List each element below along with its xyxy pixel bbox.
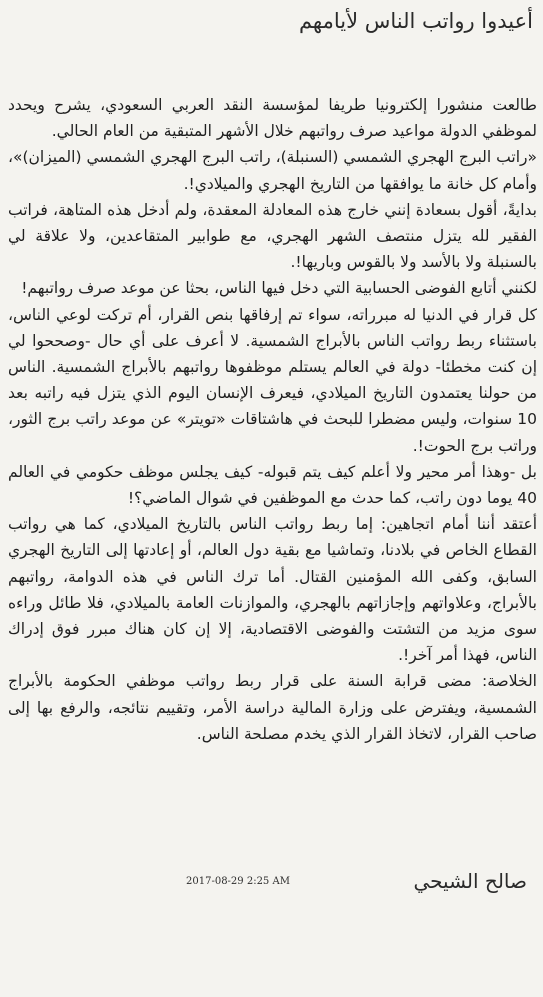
- article-paragraph: الخلاصة: مضى قرابة السنة على قرار ربط رواتب موظفي الحكومة بالأبراج الشمسية، ويفترض على وزارة المالية دراسة الأمر، وتقييم نتائجه، والرفع بها إلى صاحب القرار، لاتخاذ القرار الذي يخدم مصلحة الناس.: [8, 672, 537, 743]
- publish-timestamp: 2017-08-29 2:25 AM: [186, 876, 290, 887]
- signature-row: [10, 866, 533, 902]
- page-bottom-margin: [0, 902, 543, 997]
- article-paragraph: «راتب البرج الهجري الشمسي (السنبلة)، راتب البرج الهجري الشمسي (الميزان)»، وأمام كل خانة ما يوافقها من التاريخ الهجري والميلادي!.: [8, 148, 537, 193]
- article-paragraph: طالعت منشورا إلكترونيا طريفا لمؤسسة النقد العربي السعودي، يشرح ويحدد لموظفي الدولة مواعيد صرف رواتبهم خلال الأشهر المتبقية من العام الحالي.: [8, 96, 537, 141]
- article-paragraph: بل -وهذا أمر محير ولا أعلم كيف يتم قبوله- كيف يجلس موظف حكومي في العالم 40 يوما دون راتب، كما حدث مع الموظفين في شوال الماضي؟!: [8, 462, 537, 508]
- article-title: أعيدوا رواتب الناس لأيامهم: [298, 9, 533, 33]
- article-paragraph: لكنني أتابع الفوضى الحسابية التي دخل فيها الناس، بحثا عن موعد صرف رواتبهم!: [21, 279, 537, 298]
- article-paragraph: أعتقد أننا أمام اتجاهين: إما ربط رواتب الناس بالتاريخ الميلادي، كما هي رواتب القطاع الخاص في بلادنا، وتماشيا مع بقية دول العالم، أو إعادتها إلى التاريخ الهجري السابق، وكفى الله المؤمنين القتال. أما ترك الناس في هذه الدوامة، رواتبهم بالأبراج، وعلاواتهم وإجازاتهم بالهجري، والموازنات العامة بالميلادي، فلا طائل وراءه سوى مزيد من التشتت والفوضى الاقتصادية، إلا إن كان هناك مبرر فوق إدراك الناس، فهذا أمر آخر!.: [8, 515, 537, 665]
- article-body: [8, 92, 537, 747]
- article-paragraph: كل قرار في الدنيا له مبرراته، سواء تم إرفاقها بنص القرار، أم تركت لوعي الناس، باستثناء ربط رواتب الناس بالأبراج الشمسية. لا أعرف على أي حال -وصححوا لي إن كنت مخطئا- دولة في العالم يستلم موظفوها رواتبهم بالأبراج الشمسية. الناس من حولنا يعتمدون التاريخ الميلادي، فيعرف الإنسان اليوم الذي يتزل فيه راتبه بعد 10 سنوات، وليس مضطرا للبحث في هاشتاقات «تويتر» عن موعد راتب برج الثور، وراتب برج الحوت!.: [8, 305, 537, 455]
- author-name: صالح الشيحي: [413, 869, 527, 893]
- article-paragraph: بدايةً، أقول بسعادة إنني خارج هذه المعادلة المعقدة، ولم أدخل هذه المتاهة، فراتب الفقير لله يتزل منتصف الشهر الهجري، مع طوابير المتقاعدين، ولا علاقة لي بالسنبلة ولا بالأسد ولا بالقوس وباريها!.: [8, 200, 537, 272]
